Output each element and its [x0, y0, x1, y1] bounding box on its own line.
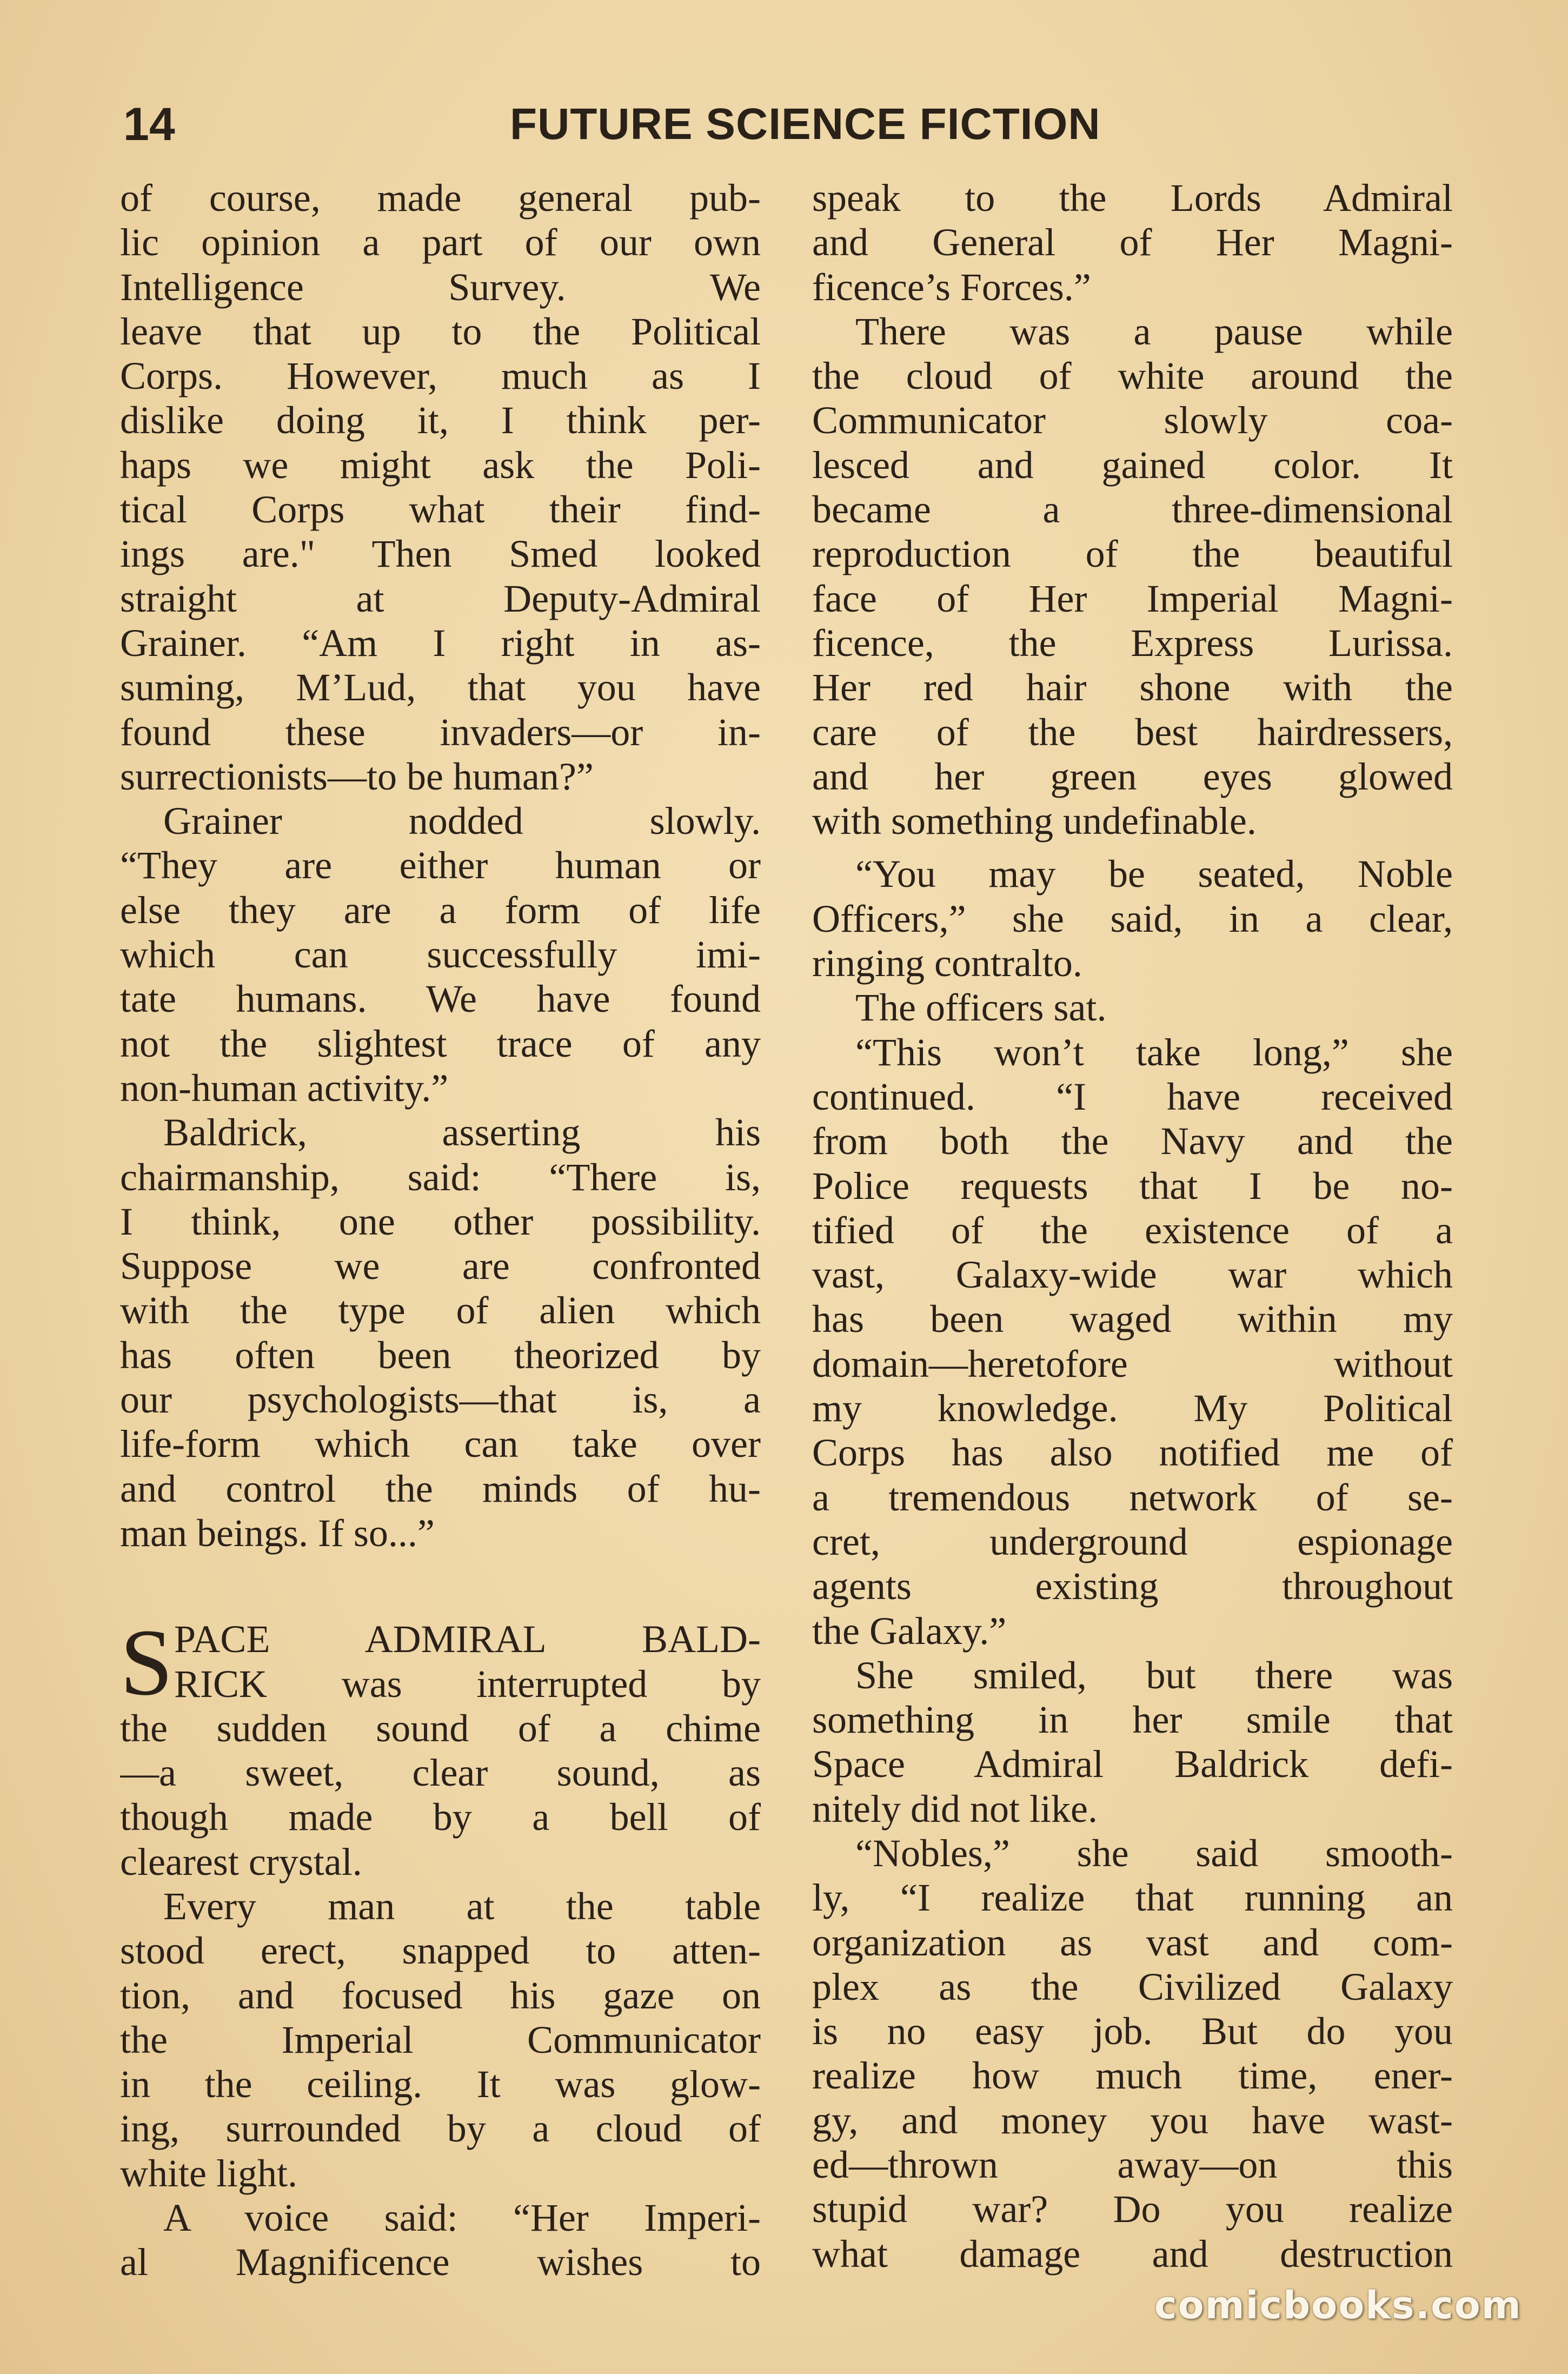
text-line: haps we might ask the Poli- — [120, 443, 761, 487]
text-line: something in her smile that — [812, 1698, 1453, 1742]
text-line: “They are either human or — [120, 844, 761, 887]
text-line: ficence, the Express Lurissa. — [812, 621, 1453, 665]
left-paragraphs-after — [120, 1706, 761, 2285]
text-line: is no easy job. But do you — [812, 2010, 1453, 2053]
text-line: “This won’t take long,” she — [855, 1030, 1453, 1074]
text-line: agents existing throughout — [812, 1564, 1453, 1608]
text-line: Baldrick, asserting his — [163, 1111, 761, 1155]
text-line: which can successfully imi- — [120, 933, 761, 977]
text-line: and General of Her Magni- — [812, 221, 1453, 264]
text-line: not the slightest trace of any — [120, 1022, 761, 1065]
text-line: stupid war? Do you realize — [812, 2187, 1453, 2231]
text-line: face of Her Imperial Magni- — [812, 576, 1453, 620]
text-line: ringing contralto. — [812, 941, 1082, 985]
text-line: and control the minds of hu- — [120, 1467, 761, 1510]
text-line: in the ceiling. It was glow- — [120, 2063, 761, 2106]
text-line: man beings. If so...” — [120, 1511, 435, 1555]
text-line: Communicator slowly coa- — [812, 399, 1453, 442]
text-line: “You may be seated, Noble — [855, 852, 1453, 896]
text-line: domain—heretofore without — [812, 1342, 1453, 1385]
text-line: organization as vast and com- — [812, 1920, 1453, 1964]
text-line: “Nobles,” she said smooth- — [855, 1831, 1453, 1875]
text-line: vast, Galaxy-wide war which — [812, 1253, 1453, 1297]
text-line: tified of the existence of a — [812, 1208, 1453, 1252]
text-line: Every man at the table — [163, 1884, 761, 1928]
text-line: I think, one other possibility. — [120, 1199, 761, 1243]
text-line: PACE ADMIRAL BALD- — [174, 1617, 761, 1661]
text-line: ing, surrounded by a cloud of — [120, 2107, 761, 2151]
text-line: leave that up to the Political — [120, 309, 761, 353]
text-line: chairmanship, said: “There is, — [120, 1155, 761, 1199]
text-line: realize how much time, ener- — [812, 2054, 1453, 2098]
text-line: Suppose we are confronted — [120, 1244, 761, 1288]
section-break — [120, 1555, 761, 1617]
text-line: else they are a form of life — [120, 888, 761, 932]
text-line: Intelligence Survey. We — [120, 265, 761, 309]
text-line: my knowledge. My Political — [812, 1387, 1453, 1430]
text-line: care of the best hairdressers, — [812, 710, 1453, 754]
text-line: has often been theorized by — [120, 1333, 761, 1377]
text-line: the sudden sound of a chime — [120, 1706, 761, 1750]
text-line: tion, and focused his gaze on — [120, 1973, 761, 2017]
text-line: Space Admiral Baldrick defi- — [812, 1742, 1453, 1786]
text-line: white light. — [120, 2151, 297, 2195]
running-title: FUTURE SCIENCE FICTION — [510, 100, 1101, 149]
text-line: Grainer. “Am I right in as- — [120, 621, 761, 665]
text-line: Police requests that I be no- — [812, 1164, 1453, 1208]
text-line: suming, M’Lud, that you have — [120, 666, 761, 709]
text-line: There was a pause while — [855, 309, 1453, 353]
text-line: found these invaders—or in- — [120, 710, 761, 754]
text-line: Grainer nodded slowly. — [163, 799, 761, 843]
text-line: though made by a bell of — [120, 1795, 761, 1839]
drop-cap-paragraph — [120, 1610, 761, 1716]
left-text-column — [120, 176, 761, 2285]
text-line: from both the Navy and the — [812, 1119, 1453, 1163]
page-header — [123, 92, 1101, 157]
text-line: ly, “I realize that running an — [812, 1876, 1453, 1920]
text-line: ed—thrown away—on this — [812, 2143, 1453, 2187]
text-line: and her green eyes glowed — [812, 754, 1453, 798]
text-line: lic opinion a part of our own — [120, 221, 761, 264]
text-line: A voice said: “Her Imperi- — [163, 2196, 761, 2240]
text-line: became a three-dimensional — [812, 488, 1453, 532]
watermark: comicbooks.com — [1154, 2283, 1522, 2327]
text-line: of course, made general pub- — [120, 176, 761, 220]
text-line: RICK was interrupted by — [174, 1662, 761, 1706]
text-line: dislike doing it, I think per- — [120, 399, 761, 442]
text-line: Corps has also notified me of — [812, 1431, 1453, 1475]
text-line: our psychologists—that is, a — [120, 1378, 761, 1422]
text-line: Corps. However, much as I — [120, 354, 761, 398]
text-line: tical Corps what their find- — [120, 488, 761, 532]
text-line: non-human activity.” — [120, 1066, 449, 1110]
text-line: continued. “I have received — [812, 1075, 1453, 1118]
text-line: plex as the Civilized Galaxy — [812, 1965, 1453, 2008]
text-line: a tremendous network of se- — [812, 1475, 1453, 1519]
text-line: cret, underground espionage — [812, 1520, 1453, 1563]
text-line: The officers sat. — [855, 986, 1107, 1030]
page-number: 14 — [123, 98, 175, 150]
text-line: gy, and money you have wast- — [812, 2098, 1453, 2142]
text-line: the Galaxy.” — [812, 1609, 1007, 1653]
text-line: has been waged within my — [812, 1297, 1453, 1341]
text-line: —a sweet, clear sound, as — [120, 1751, 761, 1795]
text-line: clearest crystal. — [120, 1840, 362, 1884]
text-line: She smiled, but there was — [855, 1653, 1453, 1697]
text-line: with the type of alien which — [120, 1289, 761, 1332]
text-line: Officers,” she said, in a clear, — [812, 897, 1453, 940]
text-line: stood erect, snapped to atten- — [120, 1929, 761, 1973]
text-line: what damage and destruction — [812, 2232, 1453, 2276]
text-line: ings are." Then Smed looked — [120, 532, 761, 576]
text-line: life-form which can take over — [120, 1422, 761, 1466]
text-line: nitely did not like. — [812, 1787, 1098, 1831]
text-line: ficence’s Forces.” — [812, 265, 1091, 309]
text-line: surrectionists—to be human?” — [120, 754, 594, 798]
text-line: with something undefinable. — [812, 799, 1257, 843]
text-line: the Imperial Communicator — [120, 2018, 761, 2061]
text-line: the cloud of white around the — [812, 354, 1453, 398]
text-line: speak to the Lords Admiral — [812, 176, 1453, 220]
right-paragraphs — [812, 176, 1453, 2276]
right-text-column — [812, 176, 1453, 2276]
text-line: al Magnificence wishes to — [120, 2240, 761, 2284]
text-line: Her red hair shone with the — [812, 666, 1453, 709]
text-line: tate humans. We have found — [120, 977, 761, 1021]
text-line: lesced and gained color. It — [812, 443, 1453, 487]
left-paragraphs — [120, 176, 761, 1555]
text-line: straight at Deputy-Admiral — [120, 576, 761, 620]
text-line: reproduction of the beautiful — [812, 532, 1453, 576]
drop-cap-letter: S — [120, 1610, 173, 1716]
